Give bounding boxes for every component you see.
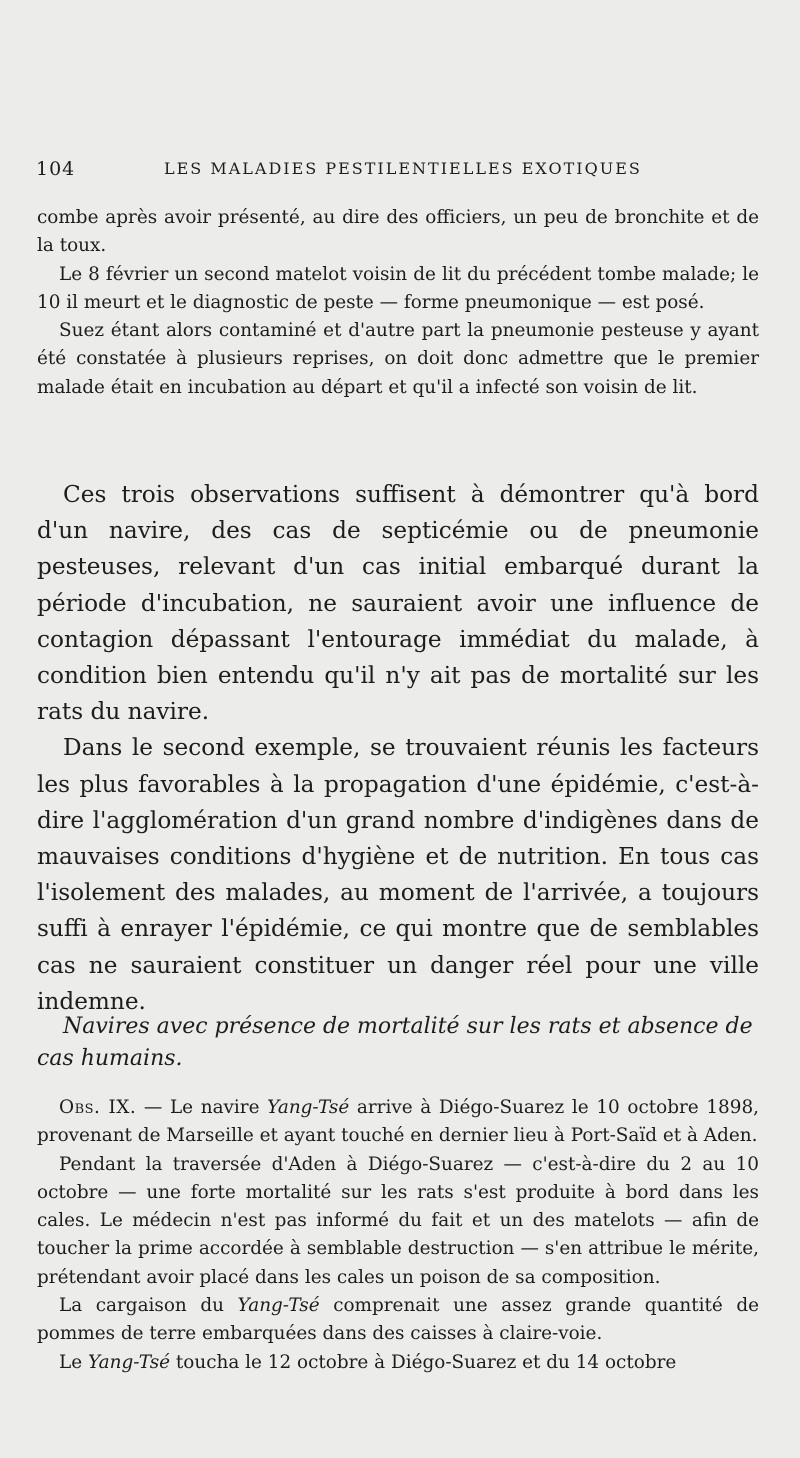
page-number: 104	[36, 158, 76, 180]
section-heading	[37, 1011, 759, 1075]
page-header	[36, 158, 762, 188]
paragraph-three-observations: Ces trois observations suffisent à démontrer qu'à bord d'un navire, des cas de septicémie ou de pneumonie pesteuses, relevant d'un cas initial embarqué durant la période d'incubation, ne sauraient avoir une influence de contagion dépassant l'entourage immédiat du malade, à condition bien entendu qu'il n'y ait pas de mortalité sur les rats du navire.	[37, 481, 759, 726]
running-title: LES MALADIES PESTILENTIELLES EXOTIQUES	[164, 159, 642, 178]
obs-ix-paragraph-2: Pendant la traversée d'Aden à Diégo-Suarez — c'est-à-dire du 2 au 10 octobre — une forte mortalité sur les rats s'est produite à bord dans les cales. Le médecin n'est pas informé du fait et un des matelots — afin de toucher la prime accordée à semblable destruction — s'en attribue le mérite, prétendant avoir placé dans les cales un poison de sa composition.	[37, 1153, 759, 1288]
observation-continuation	[37, 204, 759, 402]
obs-ix-paragraph-1: Obs. IX. — Le navire Yang-Tsé arrive à Diégo-Suarez le 10 octobre 1898, provenant de Marseille et ayant touché en dernier lieu à Port-Saïd et à Aden.	[37, 1097, 759, 1147]
paragraph-continuation: combe après avoir présenté, au dire des officiers, un peu de bronchite et de la toux.	[37, 207, 759, 257]
observation-ix	[37, 1094, 759, 1377]
obs-label: Obs. IX.	[59, 1097, 137, 1118]
obs-ix-paragraph-4: Le Yang-Tsé toucha le 12 octobre à Diégo-Suarez et du 14 octobre	[59, 1351, 677, 1373]
ship-name: Yang-Tsé	[267, 1097, 350, 1118]
section-heading-text: Navires avec présence de mortalité sur les rats et absence de cas humains.	[37, 1014, 753, 1071]
ship-name: Yang-Tsé	[237, 1295, 320, 1317]
paragraph-suez: Suez étant alors contaminé et d'autre part la pneumonie pesteuse y ayant été constatée à plusieurs reprises, on doit donc admettre que le premier malade était en incubation au départ et qu'il a infecté son voisin de lit.	[37, 320, 759, 398]
paragraph-second-sailor: Le 8 février un second matelot voisin de lit du précédent tombe malade; le 10 il meurt et le diagnostic de peste — forme pneumonique — est posé.	[37, 263, 759, 313]
ship-name: Yang-Tsé	[87, 1351, 171, 1373]
obs-ix-paragraph-3: La cargaison du Yang-Tsé comprenait une assez grande quantité de pommes de terre embarquées dans des caisses à claire-voie.	[37, 1295, 759, 1345]
main-discussion	[37, 477, 759, 1020]
paragraph-second-example: Dans le second exemple, se trouvaient réunis les facteurs les plus favorables à la propagation d'une épidémie, c'est-à-dire l'agglomération d'un grand nombre d'indigènes dans de mauvaises conditions d'hygiène et de nutrition. En tous cas l'isolement des malades, au moment de l'arrivée, a toujours suffi à enrayer l'épidémie, ce qui montre que de semblables cas ne sauraient constituer un danger réel pour une ville indemne.	[37, 734, 759, 1015]
